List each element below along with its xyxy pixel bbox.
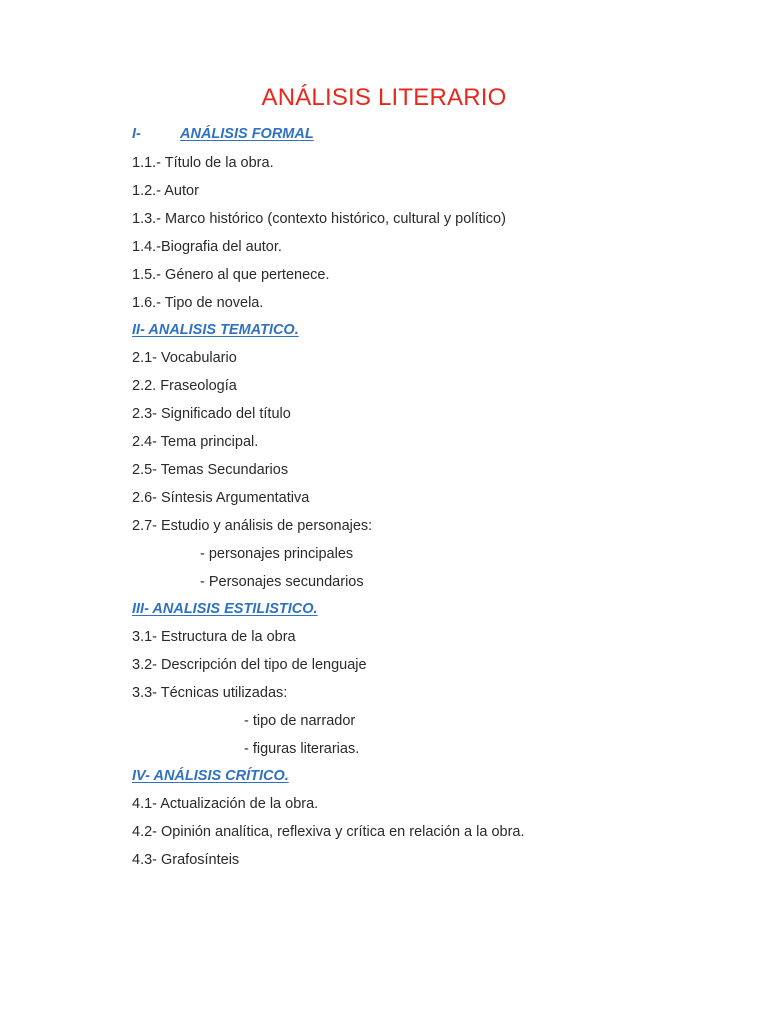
list-item: 2.7- Estudio y análisis de personajes: — [132, 518, 373, 534]
list-item: 2.4- Tema principal. — [132, 434, 259, 450]
list-item: 2.6- Síntesis Argumentativa — [132, 490, 310, 506]
list-item: 1.2.- Autor — [132, 183, 199, 199]
list-item: 2.3- Significado del título — [132, 406, 291, 422]
section-heading-estilistico: III- ANALISIS ESTILISTICO. — [132, 601, 318, 617]
list-item: 2.2. Fraseología — [132, 378, 237, 394]
section-number: I- — [132, 126, 141, 142]
list-item: 1.1.- Título de la obra. — [132, 155, 274, 171]
list-item: 2.1- Vocabulario — [132, 350, 237, 366]
section-heading-text: ANÁLISIS FORMAL — [180, 126, 314, 142]
list-item: 1.6.- Tipo de novela. — [132, 295, 264, 311]
list-item: 3.1- Estructura de la obra — [132, 629, 296, 645]
list-item: 1.5.- Género al que pertenece. — [132, 267, 330, 283]
section-heading-formal — [132, 125, 314, 143]
list-item: 4.2- Opinión analítica, reflexiva y crítica en relación a la obra. — [132, 824, 525, 840]
sub-list-item: - Personajes secundarios — [200, 574, 364, 590]
section-heading-tematico: II- ANALISIS TEMATICO. — [132, 322, 299, 338]
sub-list-item: - tipo de narrador — [244, 713, 356, 729]
document-title: ANÁLISIS LITERARIO — [261, 84, 507, 111]
list-item: 4.1- Actualización de la obra. — [132, 796, 319, 812]
section-heading-critico: IV- ANÁLISIS CRÍTICO. — [132, 768, 289, 784]
sub-list-item: - personajes principales — [200, 546, 354, 562]
list-item: 1.4.-Biografia del autor. — [132, 239, 282, 255]
sub-list-item: - figuras literarias. — [244, 741, 360, 757]
list-item: 3.3- Técnicas utilizadas: — [132, 685, 288, 701]
list-item: 4.3- Grafosínteis — [132, 852, 240, 868]
list-item: 3.2- Descripción del tipo de lenguaje — [132, 657, 367, 673]
list-item: 1.3.- Marco histórico (contexto histórico, cultural y político) — [132, 211, 506, 227]
list-item: 2.5- Temas Secundarios — [132, 462, 289, 478]
